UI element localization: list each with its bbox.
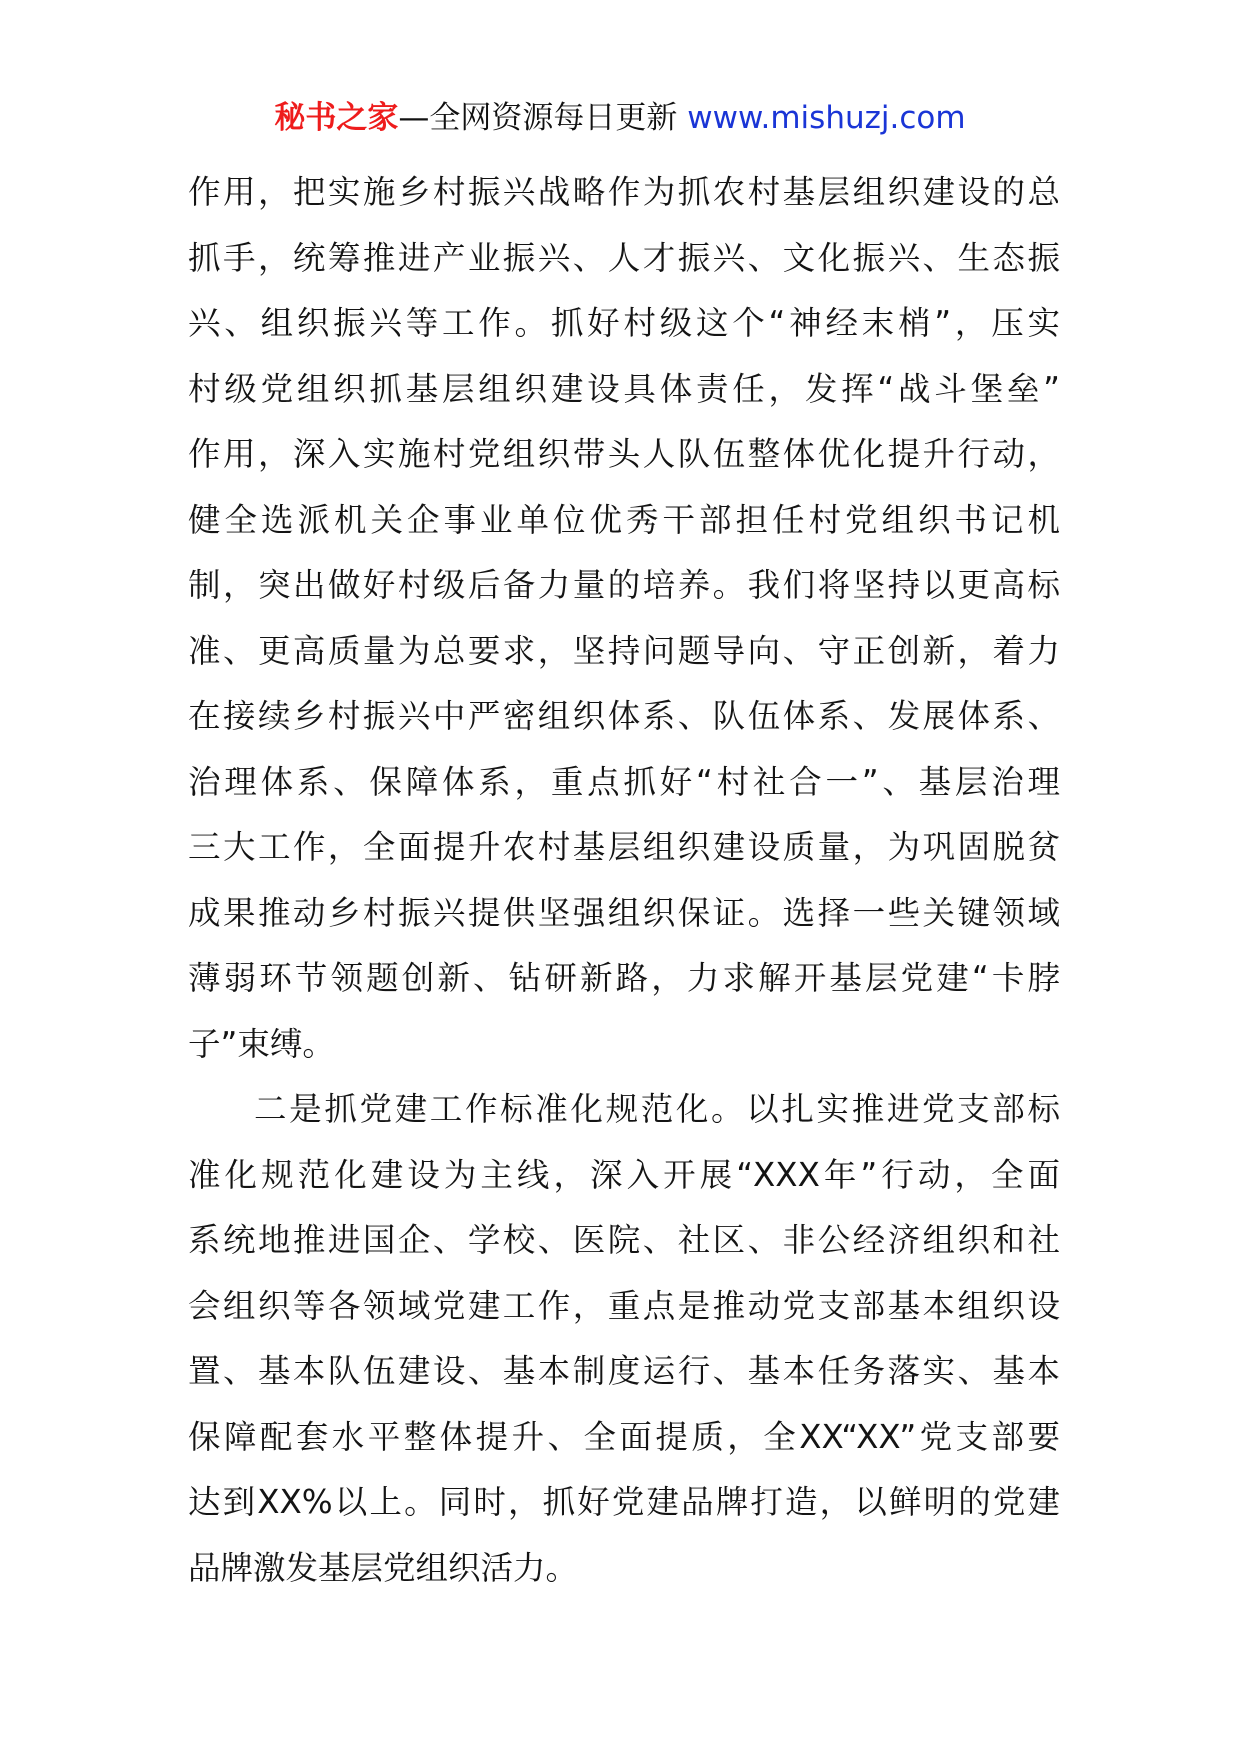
text-line: 制，突出做好村级后备力量的培养。我们将坚持以更高标 xyxy=(188,566,1060,604)
brand-name: 秘书之家 xyxy=(274,100,399,136)
text-line: 品牌激发基层党组织活力。 xyxy=(188,1548,579,1587)
text-line: 治理体系、保障体系，重点抓好“村社合一”、基层治理 xyxy=(188,762,1060,801)
text-line: 保障配套水平整体提升、全面提质，全XX“XX”党支部要 xyxy=(188,1417,1060,1456)
text-line: 系统地推进国企、学校、医院、社区、非公经济组织和社 xyxy=(188,1221,1060,1259)
text-line: 作用，深入实施村党组织带头人队伍整体优化提升行动， xyxy=(188,435,1060,473)
site-url[interactable]: www.mishuzj.com xyxy=(687,100,966,136)
paragraph xyxy=(188,1077,1060,1601)
text-line: 薄弱环节领题创新、钻研新路，力求解开基层党建“卡脖 xyxy=(188,959,1060,997)
text-line: 兴、组织振兴等工作。抓好村级这个“神经末梢”，压实 xyxy=(188,304,1060,342)
text-line: 二是抓党建工作标准化规范化。以扎实推进党支部标 xyxy=(254,1090,1060,1128)
text-line: 准、更高质量为总要求，坚持问题导向、守正创新，着力 xyxy=(188,631,1060,670)
text-line: 会组织等各领域党建工作，重点是推动党支部基本组织设 xyxy=(188,1286,1060,1325)
text-line: 子”束缚。 xyxy=(188,1024,335,1063)
text-line: 在接续乡村振兴中严密组织体系、队伍体系、发展体系、 xyxy=(188,697,1060,735)
text-line: 准化规范化建设为主线，深入开展“XXX年”行动，全面 xyxy=(188,1155,1060,1194)
site-header xyxy=(0,98,1240,138)
text-line: 作用，把实施乡村振兴战略作为抓农村基层组织建设的总 xyxy=(188,173,1060,211)
document-body xyxy=(188,160,1060,1601)
text-line: 三大工作，全面提升农村基层组织建设质量，为巩固脱贫 xyxy=(188,828,1060,866)
text-line: 成果推动乡村振兴提供坚强组织保证。选择一些关键领域 xyxy=(188,893,1060,932)
text-line: 置、基本队伍建设、基本制度运行、基本任务落实、基本 xyxy=(188,1352,1060,1390)
text-line: 村级党组织抓基层组织建设具体责任，发挥“战斗堡垒” xyxy=(188,369,1060,408)
text-line: 健全选派机关企事业单位优秀干部担任村党组织书记机 xyxy=(188,500,1060,539)
text-line: 达到XX%以上。同时，抓好党建品牌打造，以鲜明的党建 xyxy=(188,1483,1060,1521)
header-slogan: —全网资源每日更新 xyxy=(398,100,688,136)
text-line: 抓手，统筹推进产业振兴、人才振兴、文化振兴、生态振 xyxy=(188,238,1060,277)
paragraph xyxy=(188,160,1060,1077)
